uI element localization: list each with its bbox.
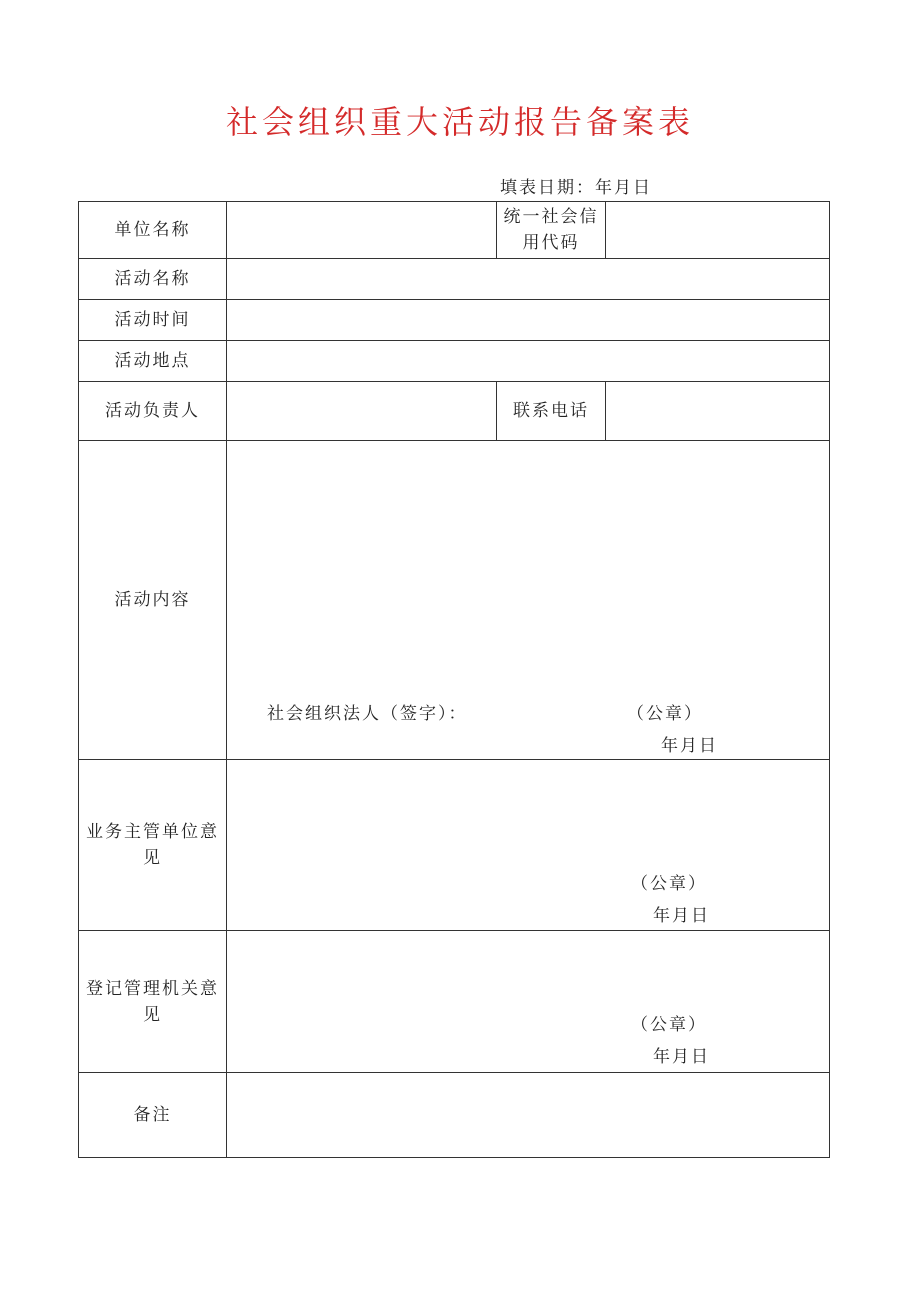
content-field[interactable] bbox=[227, 441, 830, 760]
content-seal-label: （公章） bbox=[627, 704, 703, 724]
row-activity-name bbox=[79, 259, 830, 300]
phone-label: 联系电话 bbox=[497, 382, 606, 441]
supervisor-opinion-label: 业务主管单位意见 bbox=[79, 760, 227, 931]
credit-code-label: 统一社会信用代码 bbox=[497, 202, 606, 259]
row-supervisor-opinion bbox=[79, 760, 830, 931]
report-form-table bbox=[78, 201, 830, 1158]
legal-rep-signature-label: 社会组织法人（签字）： bbox=[267, 704, 468, 724]
supervisor-date-label: 年月日 bbox=[653, 906, 710, 926]
registry-opinion-label: 登记管理机关意见 bbox=[79, 931, 227, 1073]
fill-date-label: 填表日期：年月日 bbox=[500, 178, 652, 198]
row-unit-name bbox=[79, 202, 830, 259]
person-in-charge-field[interactable] bbox=[227, 382, 497, 441]
row-content bbox=[79, 441, 830, 760]
registry-date-label: 年月日 bbox=[653, 1047, 710, 1067]
activity-time-label: 活动时间 bbox=[79, 300, 227, 341]
unit-name-label: 单位名称 bbox=[79, 202, 227, 259]
supervisor-opinion-field[interactable] bbox=[227, 760, 830, 931]
activity-location-field[interactable] bbox=[227, 341, 830, 382]
unit-name-field[interactable] bbox=[227, 202, 497, 259]
content-date-label: 年月日 bbox=[661, 736, 718, 756]
row-remarks bbox=[79, 1073, 830, 1158]
registry-opinion-field[interactable] bbox=[227, 931, 830, 1073]
page-title: 社会组织重大活动报告备案表 bbox=[225, 103, 694, 141]
remarks-label: 备注 bbox=[79, 1073, 227, 1158]
row-activity-time bbox=[79, 300, 830, 341]
activity-name-field[interactable] bbox=[227, 259, 830, 300]
row-activity-location bbox=[79, 341, 830, 382]
row-registry-opinion bbox=[79, 931, 830, 1073]
phone-field[interactable] bbox=[606, 382, 830, 441]
remarks-field[interactable] bbox=[227, 1073, 830, 1158]
supervisor-seal-label: （公章） bbox=[631, 874, 707, 894]
activity-name-label: 活动名称 bbox=[79, 259, 227, 300]
activity-time-field[interactable] bbox=[227, 300, 830, 341]
person-in-charge-label: 活动负责人 bbox=[79, 382, 227, 441]
activity-location-label: 活动地点 bbox=[79, 341, 227, 382]
row-person-in-charge bbox=[79, 382, 830, 441]
registry-seal-label: （公章） bbox=[631, 1015, 707, 1035]
content-label: 活动内容 bbox=[79, 441, 227, 760]
credit-code-field[interactable] bbox=[606, 202, 830, 259]
